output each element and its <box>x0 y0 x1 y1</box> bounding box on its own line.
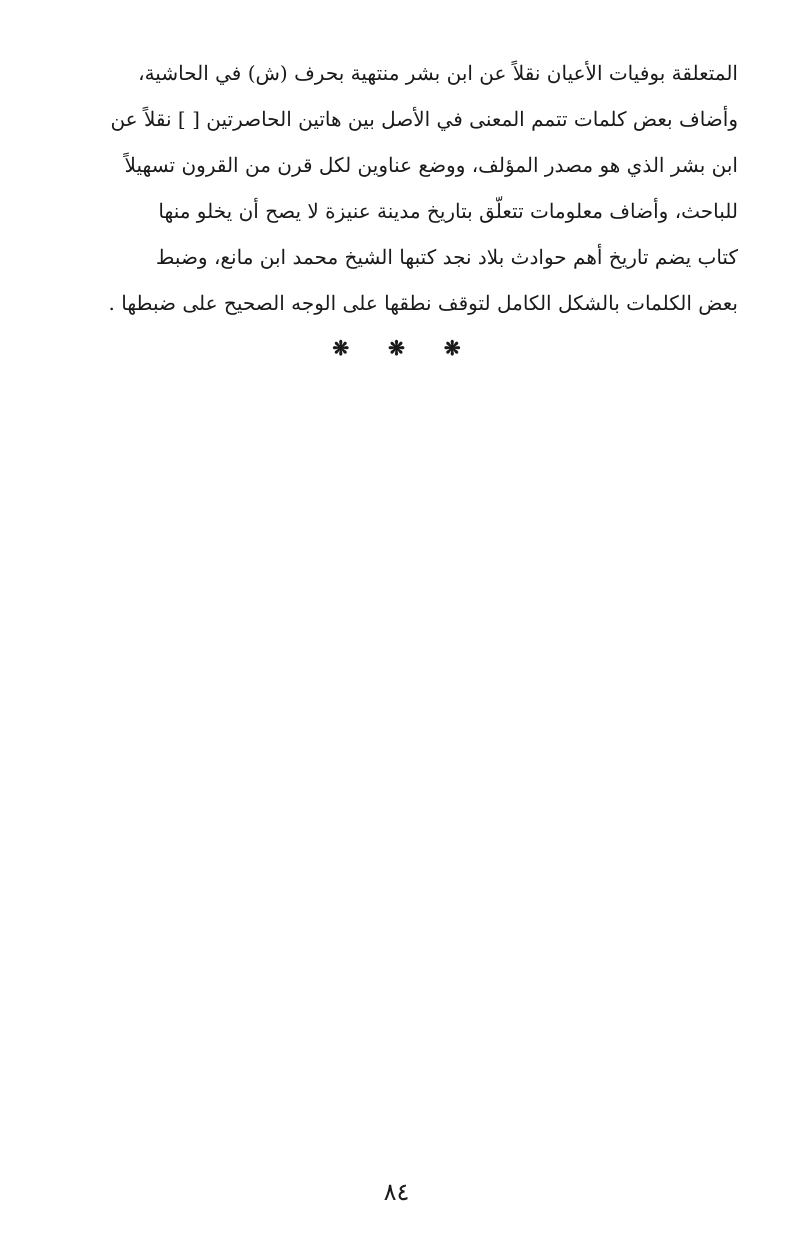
paragraph-line-5: كتاب يضم تاريخ أهم حوادث بلاد نجد كتبها الشيخ محمد ابن مانع، وضبط <box>155 245 738 269</box>
paragraph-line-1: المتعلقة بوفيات الأعيان نقلاً عن ابن بشر منتهية بحرف (ش) في الحاشية، <box>138 61 738 85</box>
section-separator <box>0 336 793 360</box>
paragraph-line-2: وأضاف بعض كلمات تتمم المعنى في الأصل بين هاتين الحاصرتين [ ] نقلاً عن <box>110 107 738 131</box>
page-number: ٨٤ <box>383 1178 410 1206</box>
paragraph-line-3: ابن بشر الذي هو مصدر المؤلف، ووضع عناوين لكل قرن من القرون تسهيلاً <box>124 153 738 177</box>
asterism-icon: ❋ <box>388 336 405 360</box>
body-paragraph <box>62 50 738 326</box>
asterism-icon: ❋ <box>443 336 461 360</box>
paragraph-line-6: بعض الكلمات بالشكل الكامل لتوقف نطقها على الوجه الصحيح على ضبطها . <box>108 291 738 315</box>
asterism-icon: ❋ <box>332 336 350 360</box>
paragraph-line-4: للباحث، وأضاف معلومات تتعلّق بتاريخ مدينة عنيزة لا يصح أن يخلو منها <box>158 199 738 223</box>
